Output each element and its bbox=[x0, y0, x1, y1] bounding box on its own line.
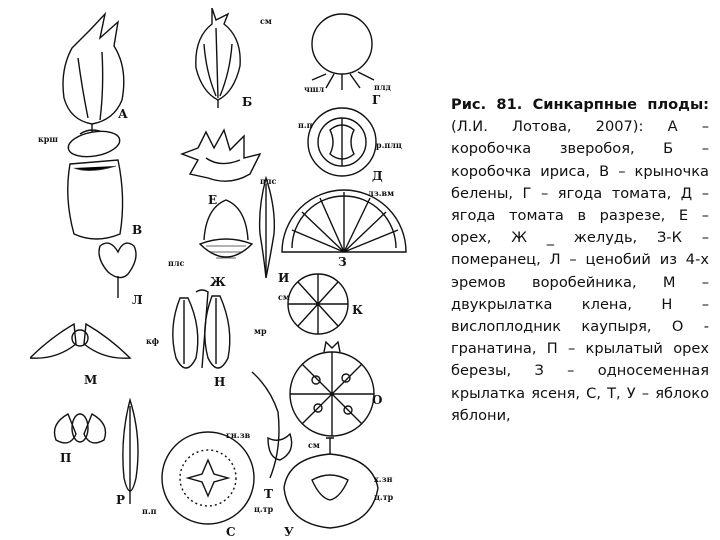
fruit-drawing-k bbox=[288, 274, 348, 334]
label-letter-k: К bbox=[352, 303, 363, 317]
fruit-drawing-t bbox=[252, 372, 292, 478]
label-letter-s: С bbox=[226, 525, 236, 539]
fruit-drawing-u bbox=[284, 438, 378, 528]
label-letter-m: М bbox=[84, 373, 98, 387]
label-letter-n: Н bbox=[214, 375, 226, 389]
fruit-drawing-zh bbox=[200, 200, 252, 258]
label-letter-l: Л bbox=[132, 293, 143, 307]
label-letter-o: О bbox=[372, 393, 383, 407]
label-letter-b: Б bbox=[242, 95, 253, 109]
label-letter-g: Г bbox=[372, 93, 381, 107]
label-letter-a: А bbox=[118, 107, 128, 121]
label-chshl: чшл bbox=[304, 84, 325, 94]
label-letter-d: Д bbox=[372, 169, 383, 183]
label-letter-i: И bbox=[278, 271, 290, 285]
fruit-drawing-r bbox=[123, 400, 138, 504]
label-letter-v: В bbox=[132, 223, 143, 237]
label-letter-u: У bbox=[284, 525, 294, 539]
label-pld: плд bbox=[374, 82, 391, 92]
figure-caption bbox=[451, 94, 709, 427]
label-letter-e: Е bbox=[208, 193, 218, 207]
label-letter-r: Р bbox=[116, 493, 126, 507]
label-ctr-1: ц.тр bbox=[374, 492, 394, 502]
fruit-drawing-a bbox=[63, 14, 124, 134]
fruit-drawing-b bbox=[196, 8, 240, 108]
label-pls-1: плс bbox=[260, 176, 277, 186]
fruit-drawing-n bbox=[173, 290, 230, 368]
fruit-drawing-z bbox=[282, 190, 406, 252]
label-letter-zh: Ж bbox=[210, 275, 226, 289]
label-letter-t: Т bbox=[264, 487, 273, 501]
label-gnzv: гн.зв bbox=[226, 430, 251, 440]
fruit-illustration-plate bbox=[30, 8, 440, 540]
label-sm-2: см bbox=[278, 292, 290, 302]
fruit-drawing-i bbox=[260, 178, 275, 278]
fruit-drawing-m bbox=[30, 324, 130, 358]
label-sm-1: см bbox=[260, 16, 272, 26]
fruit-drawing-o bbox=[290, 342, 374, 436]
label-pp: п.п bbox=[298, 120, 313, 130]
label-ctr-2: ц.тр bbox=[254, 504, 274, 514]
label-hzn: х.зн bbox=[374, 474, 393, 484]
fruit-drawing-l bbox=[99, 243, 136, 298]
caption-title: Рис. 81. Синкарпные плоды: bbox=[451, 96, 709, 113]
caption-body: (Л.И. Лотова, 2007): А – коробочка зверобоя, Б – коробочка ириса, В – крыночка белены, Г – ягода томата, Д – ягода томата в разрезе, Е – орех, Ж _ желудь, З-К – померанец, Л – ценобий из 4-х эремов воробейника, М – двукрылатка клена, Н – вислоплодник каупыря, О - гранатина, П – крылатый орех березы, З – односеменная крылатка ясеня, С, Т, У – яблоко яблони, bbox=[451, 118, 709, 424]
label-kf: кф bbox=[146, 336, 159, 346]
label-letter-p: П bbox=[60, 451, 72, 465]
label-mr: мр bbox=[254, 326, 267, 336]
label-pls-2: плс bbox=[168, 258, 185, 268]
fruit-drawing-v bbox=[66, 128, 122, 239]
fruit-drawing-s bbox=[162, 432, 254, 524]
fruit-drawing-p bbox=[55, 414, 106, 443]
fruit-drawing-e bbox=[182, 130, 260, 181]
label-lzvm: лз.вм bbox=[368, 188, 395, 198]
label-krsh: крш bbox=[38, 134, 58, 144]
label-pp-2: п.п bbox=[142, 506, 157, 516]
label-sm-3: см bbox=[308, 440, 320, 450]
fruit-drawing-d bbox=[308, 108, 376, 176]
label-letter-z: З bbox=[338, 255, 347, 269]
label-rplc: р.плц bbox=[376, 140, 402, 150]
fruit-drawing-g bbox=[312, 14, 374, 90]
